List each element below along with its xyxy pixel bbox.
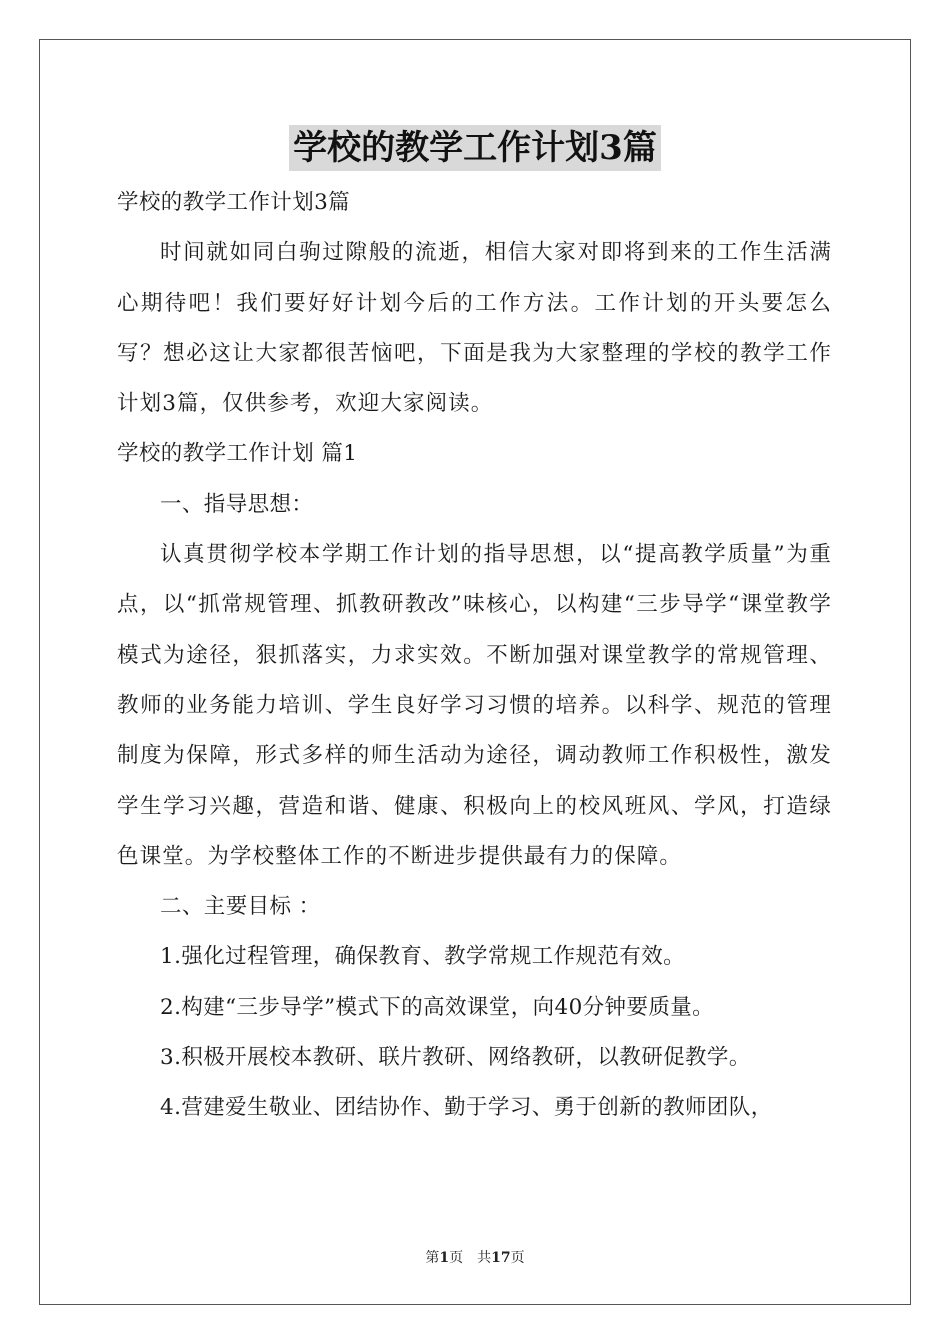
- document-title: 学校的教学工作计划3篇: [289, 125, 661, 171]
- guiding-paragraph: 认真贯彻学校本学期工作计划的指导思想，以“提高教学质量”为重点，以“抓常规管理、抓教研教改”味核心，以构建“三步导学“课堂教学模式为途径，狠抓落实，力求实效。不断加强对课堂教学的常规管理、教师的业务能力培训、学生良好学习习惯的培养。以科学、规范的管理制度为保障，形式多样的师生活动为途径，调动教师工作积极性，激发学生学习兴趣，营造和谐、健康、积极向上的校风班风、学风，打造绿色课堂。为学校整体工作的不断进步提供最有力的保障。: [117, 542, 832, 869]
- section-heading: 学校的教学工作计划 篇1: [117, 441, 358, 467]
- document-subtitle: 学校的教学工作计划3篇: [117, 190, 351, 215]
- footer-prefix: 第: [425, 1250, 440, 1266]
- goal-item: 3.积极开展校本教研、联片教研、网络教研，以教研促教学。: [160, 1045, 751, 1071]
- title-area: [0, 125, 950, 171]
- footer-suffix: 页: [510, 1250, 525, 1266]
- footer-page-number: 1: [439, 1250, 450, 1266]
- guiding-heading: 一、指导思想：: [160, 491, 314, 517]
- document-body: [117, 178, 832, 1134]
- goal-item: 2.构建“三步导学”模式下的高效课堂，向40分钟要质量。: [160, 994, 715, 1020]
- goal-item: 1.强化过程管理，确保教育、教学常规工作规范有效。: [160, 944, 686, 970]
- page-footer: [0, 1247, 950, 1267]
- goal-item: 4.营建爱生敬业、团结协作、勤于学习、勇于创新的教师团队，: [160, 1095, 773, 1121]
- intro-paragraph: 时间就如同白驹过隙般的流逝，相信大家对即将到来的工作生活满心期待吧！我们要好好计划今后的工作方法。工作计划的开头要怎么写？想必这让大家都很苦恼吧，下面是我为大家整理的学校的教学工作计划3篇，仅供参考，欢迎大家阅读。: [117, 240, 832, 417]
- footer-mid: 页 共: [449, 1250, 492, 1266]
- goals-heading: 二、主要目标 ：: [160, 894, 321, 920]
- footer-total-pages: 17: [491, 1250, 511, 1266]
